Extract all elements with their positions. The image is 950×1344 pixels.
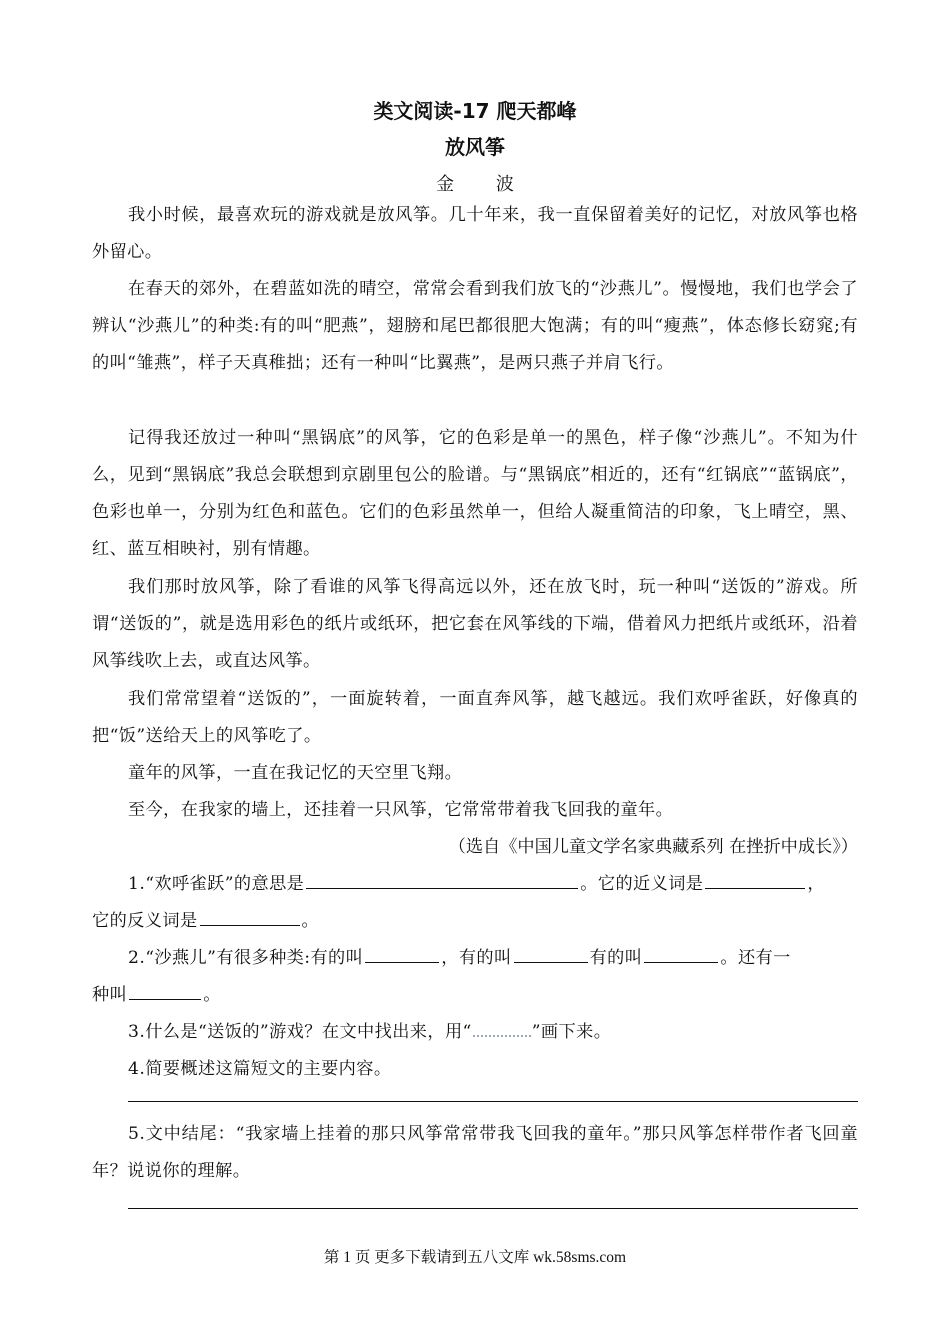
question-5: 5.文中结尾：“我家墙上挂着的那只风筝常常带我飞回我的童年。”那只风筝怎样带作者飞回童年？说说你的理解。 [92,1124,858,1181]
answer-blank[interactable] [644,944,718,963]
answer-blank[interactable] [129,981,201,1000]
question-3: 3.什么是“送饭的”游戏？在文中找出来，用“ ”画下来。 [92,1014,858,1051]
question-2: 2.“沙燕儿”有很多种类:有的叫 ，有的叫 有的叫 。还有一 [92,940,858,977]
wavy-underline-mark [473,1017,531,1037]
paragraph-5: 我们常常望着“送饭的”，一面旋转着，一面直奔风筝，越飞越远。我们欢呼雀跃，好像真的把“饭”送给天上的风筝吃了。 [92,689,858,746]
paragraph-2: 在春天的郊外，在碧蓝如洗的晴空，常常会看到我们放飞的“沙燕儿”。慢慢地，我们也学会了辨认“沙燕儿”的种类:有的叫“肥燕”，翅膀和尾巴都很肥大饱满；有的叫“瘦燕”，体态修长窈窕;有的叫“雏燕”，样子天真稚拙；还有一种叫“比翼燕”，是两只燕子并肩飞行。 [92,279,858,373]
page-footer: 第 1 页 更多下载请到五八文库 wk.58sms.com [323,1249,627,1266]
question-2-cont: 种叫 。 [92,977,858,1014]
answer-line-q5[interactable] [128,1208,858,1209]
question-4: 4.简要概述这篇短文的主要内容。 [128,1059,392,1079]
paragraph-1: 我小时候，最喜欢玩的游戏就是放风筝。几十年来，我一直保留着美好的记忆，对放风筝也格外留心。 [92,205,858,262]
answer-blank[interactable] [200,907,300,926]
author-name: 金 波 [436,174,532,195]
article-title: 放风筝 [445,135,505,159]
main-title: 类文阅读-17 爬天都峰 [373,99,577,123]
answer-blank[interactable] [705,870,805,889]
paragraph-4: 我们那时放风筝，除了看谁的风筝飞得高远以外，还在放飞时，玩一种叫“送饭的”游戏。所谓“送饭的”，就是选用彩色的纸片或纸环，把它套在风筝线的下端，借着风力把纸片或纸环，沿着风筝线吹上去，或直达风筝。 [92,577,858,671]
question-1: 1.“欢呼雀跃”的意思是 。它的近义词是 ， [92,866,858,903]
answer-blank[interactable] [306,870,578,889]
answer-blank[interactable] [514,944,588,963]
answer-line-q4[interactable] [128,1101,858,1102]
answer-blank[interactable] [365,944,439,963]
paragraph-3: 记得我还放过一种叫“黑锅底”的风筝，它的色彩是单一的黑色，样子像“沙燕儿”。不知为什么，见到“黑锅底”我总会联想到京剧里包公的脸谱。与“黑锅底”相近的，还有“红锅底”“蓝锅底”，色彩也单一，分别为红色和蓝色。它们的色彩虽然单一，但给人凝重简洁的印象，飞上晴空，黑、红、蓝互相映衬，别有情趣。 [92,428,858,559]
source-citation: （选自《中国儿童文学名家典藏系列 在挫折中成长》） [448,837,858,857]
question-1-cont: 它的反义词是 。 [92,903,858,940]
paragraph-6: 童年的风筝，一直在我记忆的天空里飞翔。 [128,763,463,783]
paragraph-7: 至今，在我家的墙上，还挂着一只风筝，它常常带着我飞回我的童年。 [128,800,674,820]
